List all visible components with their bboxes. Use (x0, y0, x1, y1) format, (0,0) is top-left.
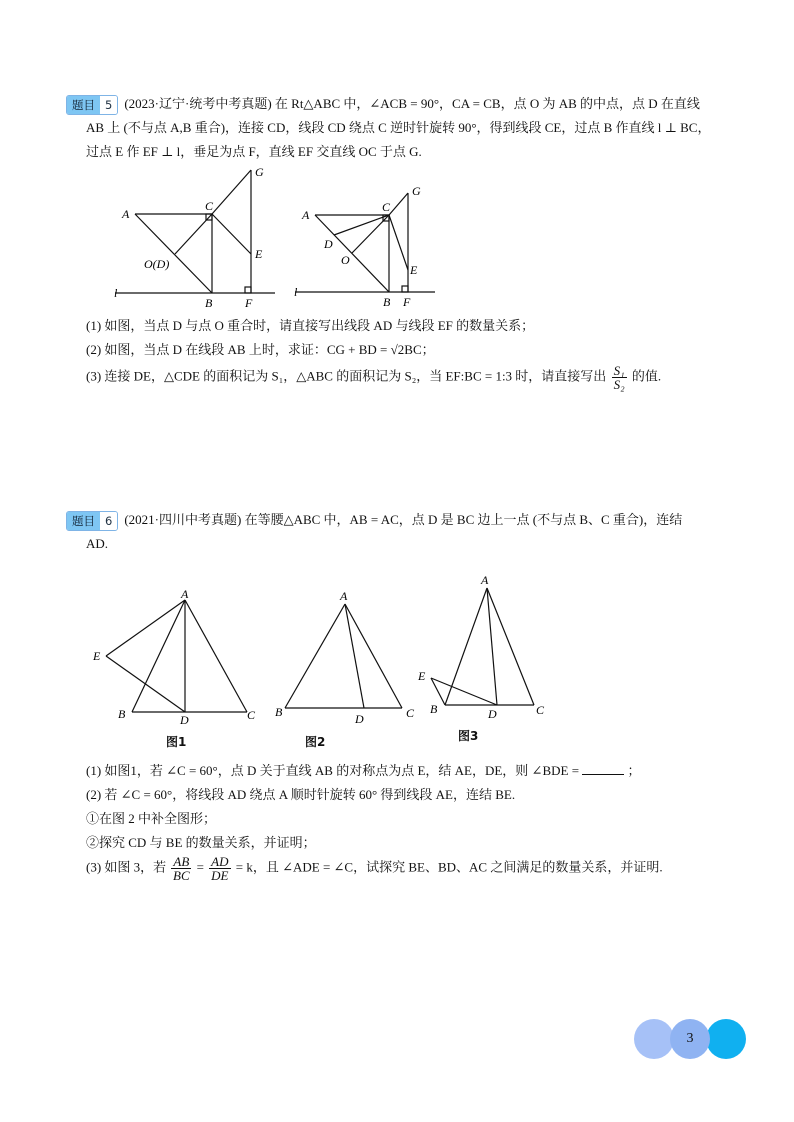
label-O-D: O(D) (144, 257, 170, 271)
label-B: B (118, 707, 126, 721)
fraction-s1-s2 (612, 364, 627, 391)
problem-5-figure-1 (110, 160, 280, 310)
label-E: E (410, 263, 418, 277)
problem-5-intro-line1: (2023·辽宁·统考中考真题) 在 Rt△ABC 中，∠ACB = 90°，CA = CB，点 O 为 AB 的中点，点 D 在直线 (124, 96, 700, 111)
label-G: G (255, 165, 264, 179)
problem-6-intro-line1: (2021·四川中考真题) 在等腰△ABC 中，AB = AC，点 D 是 BC 边上一点 (不与点 B、C 重合)，连结 (124, 512, 683, 527)
label-l: l (294, 285, 298, 299)
label-C: C (382, 200, 391, 214)
label-A: A (122, 207, 130, 221)
label-D: D (180, 713, 189, 727)
figure-2-caption: 图2 (305, 735, 326, 749)
problem-6-figure-3 (412, 572, 562, 720)
question-3-end: 的值. (631, 368, 662, 384)
problem-6-question-1 (86, 760, 641, 782)
figure-1-caption: 图1 (166, 735, 187, 749)
label-E: E (93, 649, 101, 663)
badge-label: 题目 (67, 512, 100, 530)
badge-number: 6 (100, 512, 117, 530)
fraction-denominator: DE (211, 868, 229, 883)
label-B: B (275, 705, 283, 719)
badge-number: 5 (100, 96, 117, 114)
question-3-text: (3) 连接 DE，△CDE 的面积记为 S₁，△ABC 的面积记为 S₂，当 EF:BC = 1:3 时，请直接写出 (86, 368, 607, 384)
problem-6-question-2b: ②探究 CD 与 BE 的数量关系，并证明； (86, 835, 316, 850)
problem-badge (66, 511, 118, 531)
equals-sign: = (196, 859, 204, 875)
label-B: B (205, 296, 213, 310)
page-number: 3 (686, 1031, 694, 1046)
label-A: A (302, 208, 310, 222)
label-A: A (340, 589, 348, 603)
fraction-numerator: AB (173, 854, 190, 869)
problem-5-question-1: (1) 如图，当点 D 与点 O 重合时，请直接写出线段 AD 与线段 EF 的数量关系； (86, 318, 535, 333)
label-C: C (205, 199, 214, 213)
label-F: F (403, 295, 411, 309)
label-G: G (412, 184, 421, 198)
problem-6-figure-1 (90, 588, 265, 728)
label-B: B (430, 702, 438, 716)
problem-5-intro-line2: AB 上 (不与点 A,B 重合)，连接 CD，线段 CD 绕点 C 逆时针旋转 90°，得到线段 CE，过点 B 作直线 l ⊥ BC， (86, 120, 711, 135)
problem-6-header (66, 508, 682, 532)
figure-3-caption: 图3 (458, 729, 479, 743)
problem-5-question-2: (2) 如图，当点 D 在线段 AB 上时，求证：CG + BD = √2BC； (86, 342, 435, 357)
label-D: D (355, 712, 364, 726)
fraction-numerator: AD (211, 854, 229, 869)
decor-circle (706, 1019, 746, 1059)
problem-5-intro-line3: 过点 E 作 EF ⊥ l，垂足为点 F，直线 EF 交直线 OC 于点 G. (86, 144, 422, 159)
problem-6-question-3 (86, 855, 663, 882)
label-F: F (245, 296, 253, 310)
answer-blank (582, 760, 624, 775)
question-1-end: ； (627, 763, 641, 778)
label-D: D (324, 237, 333, 251)
label-E: E (418, 669, 426, 683)
fraction-numerator: S₁ (613, 363, 625, 378)
problem-6-question-2a: ①在图 2 中补全图形； (86, 811, 217, 826)
badge-label: 题目 (67, 96, 100, 114)
label-D: D (488, 707, 497, 720)
decor-circle (634, 1019, 674, 1059)
problem-5-header (66, 92, 700, 116)
label-C: C (247, 708, 256, 722)
label-O: O (341, 253, 350, 267)
problem-6-intro-line2: AD. (86, 536, 109, 551)
problem-6-question-2: (2) 若 ∠C = 60°，将线段 AD 绕点 A 顺时针旋转 60° 得到线段 AE，连结 BE. (86, 787, 516, 802)
problem-badge (66, 95, 118, 115)
fraction-ad-de (209, 855, 230, 882)
label-B: B (383, 295, 391, 309)
problem-5-question-3 (86, 364, 661, 391)
question-1-text: (1) 如图1，若 ∠C = 60°，点 D 关于直线 AB 的对称点为点 E，结 AE，DE，则 ∠BDE = (86, 763, 580, 778)
fraction-denominator: BC (173, 868, 190, 883)
label-C: C (536, 703, 545, 717)
page-number-badge (634, 1019, 748, 1059)
label-A: A (181, 588, 189, 601)
question-3-end: = k，且 ∠ADE = ∠C，试探究 BE、BD、AC 之间满足的数量关系，并证明. (235, 859, 663, 875)
label-l: l (114, 286, 118, 300)
fraction-denominator: S₂ (613, 377, 625, 392)
label-C: C (406, 706, 415, 720)
problem-5-figure-2 (290, 175, 440, 315)
fraction-ab-bc (171, 855, 191, 882)
label-E: E (255, 247, 263, 261)
question-3-text: (3) 如图 3，若 (86, 859, 167, 875)
label-A: A (481, 573, 489, 587)
problem-6-figure-2 (270, 588, 420, 728)
